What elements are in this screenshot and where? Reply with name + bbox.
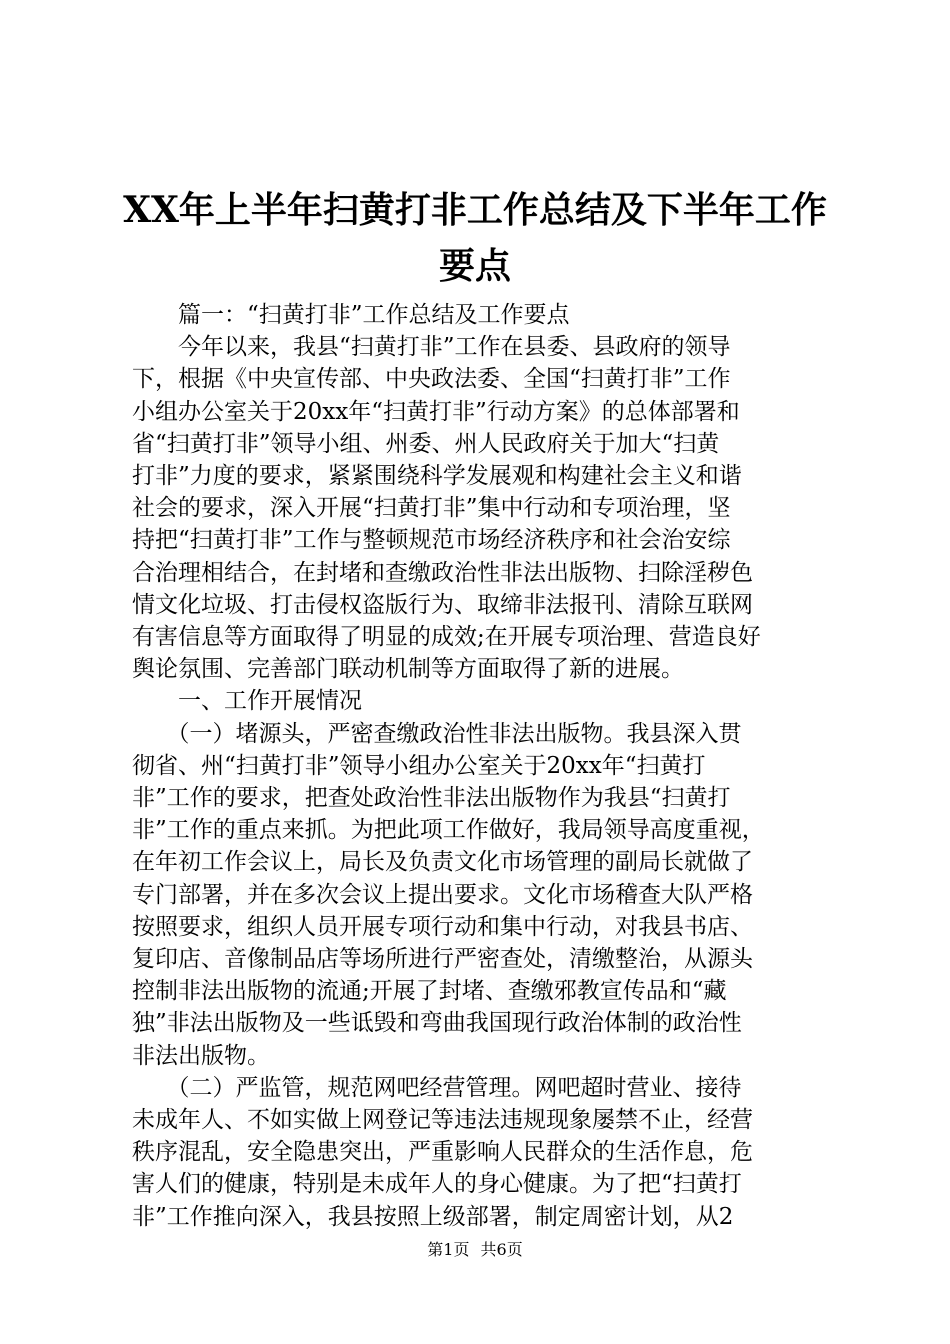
- body-line: 一、工作开展情况: [132, 688, 362, 715]
- current-page-label: 第1页: [427, 1240, 470, 1259]
- total-pages-label: 共6页: [480, 1240, 523, 1259]
- body-line: 小组办公室关于20xx年“扫黄打非”行动方案》的总体部署和: [132, 398, 740, 425]
- body-line: 有害信息等方面取得了明显的成效;在开展专项治理、营造良好: [132, 624, 761, 650]
- body-line: 舆论氛围、完善部门联动机制等方面取得了新的进展。: [132, 656, 684, 683]
- body-line: 情文化垃圾、打击侵权盗版行为、取缔非法报刊、清除互联网: [132, 591, 753, 618]
- page-footer: [0, 1240, 950, 1260]
- body-line: 害人们的健康，特别是未成年人的身心健康。为了把“扫黄打: [132, 1171, 742, 1198]
- body-line: （二）严监管，规范网吧经营管理。网吧超时营业、接待: [132, 1074, 742, 1101]
- body-line: 篇一：“扫黄打非”工作总结及工作要点: [132, 302, 570, 328]
- body-line: 下，根据《中央宣传部、中央政法委、全国“扫黄打非”工作: [132, 366, 731, 393]
- body-line: 合治理相结合，在封堵和查缴政治性非法出版物、扫除淫秽色: [132, 559, 753, 586]
- body-line: 今年以来，我县“扫黄打非”工作在县委、县政府的领导: [132, 334, 731, 361]
- body-line: 非”工作的重点来抓。为把此项工作做好，我局领导高度重视，: [132, 817, 765, 844]
- body-line: （一）堵源头，严密查缴政治性非法出版物。我县深入贯: [132, 720, 742, 747]
- body-line: 复印店、音像制品店等场所进行严密查处，清缴整治，从源头: [132, 946, 753, 972]
- body-line: 按照要求，组织人员开展专项行动和集中行动，对我县书店、: [132, 913, 753, 940]
- document-title-line-2: 要点: [438, 245, 511, 287]
- body-line: 未成年人、不如实做上网登记等违法违规现象屡禁不止，经营: [132, 1107, 753, 1133]
- body-line: 控制非法出版物的流通;开展了封堵、查缴邪教宣传品和“藏: [132, 978, 727, 1005]
- document-title-line-1: XX年上半年扫黄打非工作总结及下半年工作: [123, 189, 827, 231]
- body-line: 在年初工作会议上，局长及负责文化市场管理的副局长就做了: [132, 849, 753, 876]
- body-line: 非”工作的要求，把查处政治性非法出版物作为我县“扫黄打: [132, 785, 731, 811]
- body-line: 打非”力度的要求，紧紧围绕科学发展观和构建社会主义和谐: [132, 463, 742, 489]
- body-line: 社会的要求，深入开展“扫黄打非”集中行动和专项治理，坚: [132, 495, 731, 522]
- body-line: 专门部署，并在多次会议上提出要求。文化市场稽查大队严格: [132, 881, 753, 908]
- body-line: 独”非法出版物及一些诋毁和弯曲我国现行政治体制的政治性: [132, 1010, 742, 1037]
- body-line: 彻省、州“扫黄打非”领导小组办公室关于20xx年“扫黄打: [132, 752, 706, 779]
- body-line: 持把“扫黄打非”工作与整顿规范市场经济秩序和社会治安综: [132, 527, 731, 554]
- body-line: 非法出版物。: [132, 1042, 270, 1069]
- body-line: 省“扫黄打非”领导小组、州委、州人民政府关于加大“扫黄: [132, 430, 720, 457]
- body-line: 秩序混乱，安全隐患突出，严重影响人民群众的生活作息，危: [132, 1139, 753, 1166]
- body-line: 非”工作推向深入，我县按照上级部署，制定周密计划，从2: [132, 1203, 734, 1230]
